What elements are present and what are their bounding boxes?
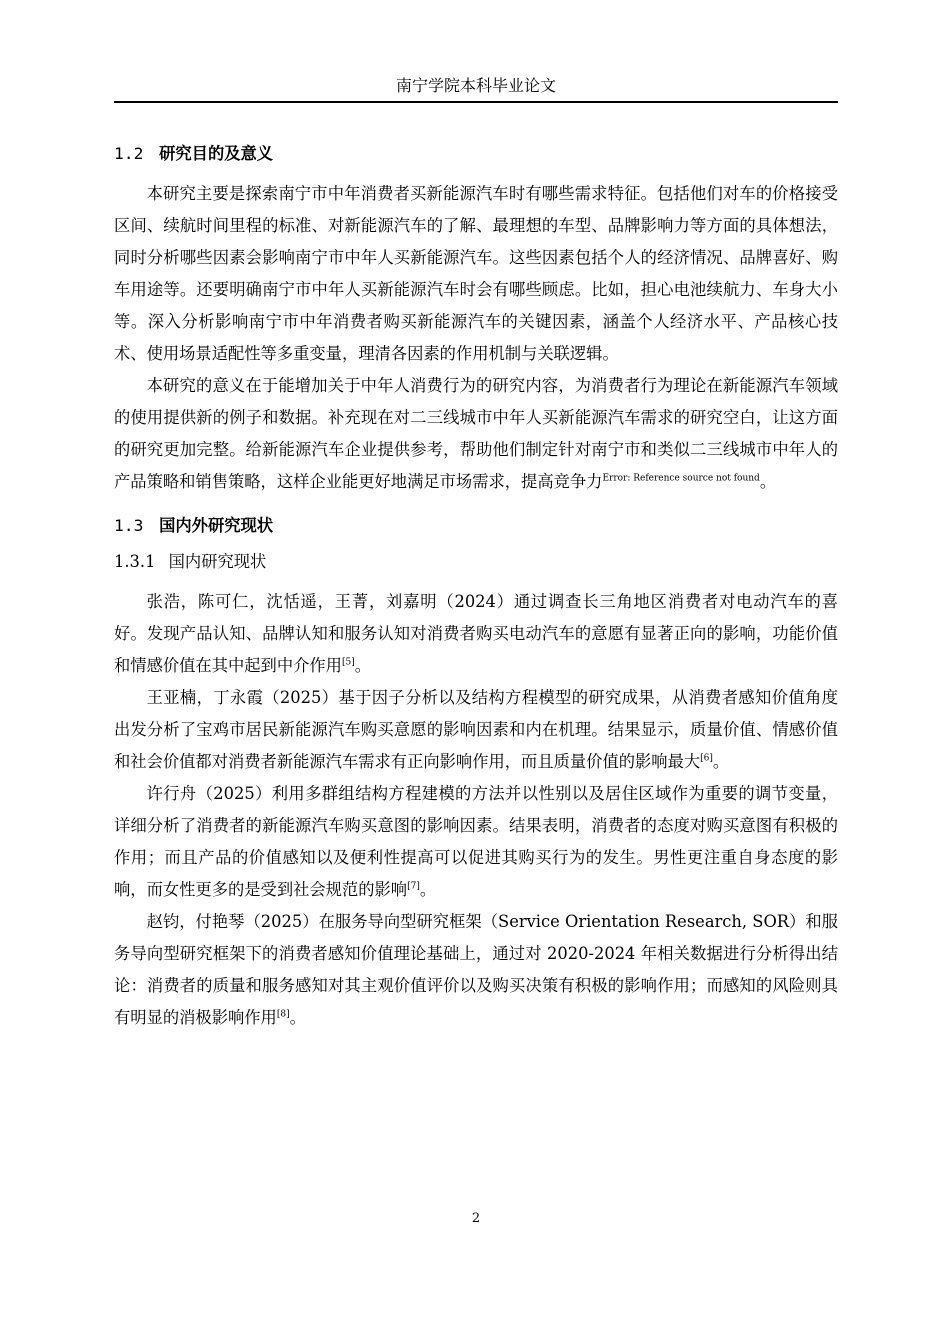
citation: [7]: [407, 881, 420, 892]
reference-error: Error: Reference source not found: [602, 473, 760, 484]
paragraph-wang-2025: 王亚楠，丁永霞（2025）基于因子分析以及结构方程模型的研究成果，从消费者感知价值角度出发分析了宝鸡市居民新能源汽车购买意愿的影响因素和内在机理。结果显示，质量价值、情感价值和社会价值都对消费者新能源汽车需求有正向影响作用，而且质量价值的影响最大[6]。: [114, 688, 838, 771]
running-header: 南宁学院本科毕业论文: [395, 76, 556, 95]
section-1-3-1-heading: [114, 544, 838, 580]
header-rule: [114, 101, 838, 103]
paragraph-zhang-2024: 张浩，陈可仁，沈恬遥，王菁，刘嘉明（2024）通过调查长三角地区消费者对电动汽车的喜好。发现产品认知、品牌认知和服务认知对消费者购买电动汽车的意愿有显著正向的影响，功能价值和情感价值在其中起到中介作用[5]。: [114, 592, 838, 675]
page-content: [114, 136, 838, 1034]
section-number: 1.2: [114, 144, 144, 163]
citation: [8]: [276, 1009, 290, 1020]
paragraph-research-purpose: 本研究主要是探索南宁市中年消费者买新能源汽车时有哪些需求特征。包括他们对车的价格接受区间、续航时间里程的标准、对新能源汽车的了解、最理想的车型、品牌影响力等方面的具体想法，同时分析哪些因素会影响南宁市中年人买新能源汽车。这些因素包括个人的经济情况、品牌喜好、购车用途等。还要明确南宁市中年人买新能源汽车时会有哪些顾虑。比如，担心电池续航力、车身大小等。深入分析影响南宁市中年消费者购买新能源汽车的关键因素，涵盖个人经济水平、产品核心技术、使用场景适配性等多重变量，理清各因素的作用机制与关联逻辑。: [114, 184, 838, 363]
paragraph-zhao-2025: 赵钧，付艳琴（2025）在服务导向型研究框架（Service Orientation Research, SOR）和服务导向型研究框架下的消费者感知价值理论基础上，通过对 2020-2024 年相关数据进行分析得出结论：消费者的质量和服务感知对其主观价值评价以及购买决策有积极的影响作用；而感知的风险则具有明显的消极影响作用[8]。: [114, 912, 838, 1027]
section-1-3-heading: [114, 508, 838, 544]
paragraph-research-significance: 本研究的意义在于能增加关于中年人消费行为的研究内容，为消费者行为理论在新能源汽车领域的使用提供新的例子和数据。补充现在对二三线城市中年人买新能源汽车需求的研究空白，让这方面的研究更加完整。给新能源汽车企业提供参考，帮助他们制定针对南宁市和类似二三线城市中年人的产品策略和销售策略，这样企业能更好地满足市场需求，提高竞争力$^{Error: Reference source not found}$。: [114, 376, 838, 491]
section-title: 国内外研究现状: [159, 516, 274, 535]
section-1-2-heading: [114, 136, 838, 172]
citation: [6]: [700, 753, 713, 764]
section-number: 1.3: [114, 516, 144, 535]
subsection-title: 国内研究现状: [168, 552, 267, 571]
subsection-number: 1.3.1: [114, 552, 156, 571]
page-number: 2: [471, 1211, 481, 1226]
paragraph-xu-2025: 许行舟（2025）利用多群组结构方程建模的方法并以性别以及居住区域作为重要的调节变量，详细分析了消费者的新能源汽车购买意图的影响因素。结果表明，消费者的态度对购买意图有积极的作用；而且产品的价值感知以及便利性提高可以促进其购买行为的发生。男性更注重自身态度的影响，而女性更多的是受到社会规范的影响[7]。: [114, 784, 838, 899]
section-title: 研究目的及意义: [159, 144, 274, 163]
citation: [5]: [341, 657, 355, 668]
